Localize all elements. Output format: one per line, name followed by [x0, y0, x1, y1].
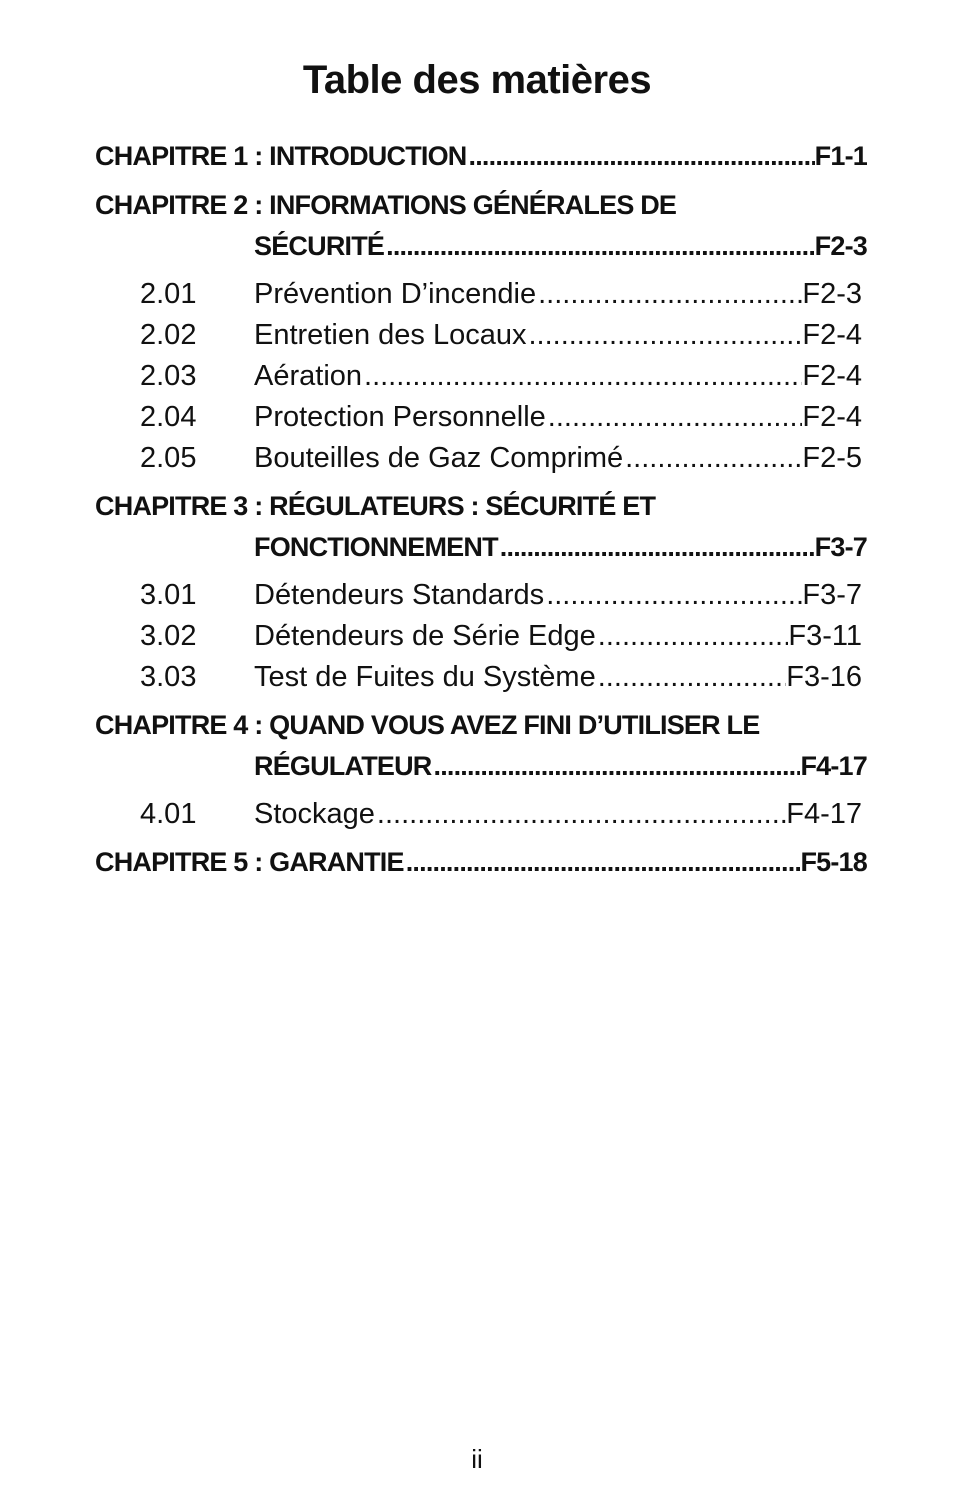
- page-ref: F4-17: [786, 798, 862, 830]
- dot-leader: [526, 315, 802, 356]
- dot-leader: [467, 136, 815, 177]
- page-ref: F2-4: [802, 319, 862, 351]
- dot-leader: [432, 746, 801, 787]
- dot-leader: [596, 657, 787, 698]
- toc-chapter-5[interactable]: [95, 842, 867, 883]
- page-ref: F5-18: [800, 847, 867, 877]
- toc-section-2-01[interactable]: [95, 274, 862, 315]
- page-ref: F2-5: [802, 442, 862, 474]
- page-ref: F2-4: [802, 360, 862, 392]
- chapter-title: CHAPITRE 1 : INTRODUCTION: [95, 141, 467, 171]
- toc-section-2-02[interactable]: [95, 315, 862, 356]
- section-title: Bouteilles de Gaz Comprimé: [254, 442, 624, 474]
- chapter-title: CHAPITRE 3 : RÉGULATEURS : SÉCURITÉ ET: [95, 491, 656, 521]
- toc-chapter-2[interactable]: [95, 185, 867, 267]
- page-ref: F3-7: [802, 579, 862, 611]
- chapter-title: CHAPITRE 5 : GARANTIE: [95, 847, 404, 877]
- dot-leader: [404, 842, 801, 883]
- toc-section-list: [95, 274, 867, 479]
- toc-section-3-01[interactable]: [95, 575, 862, 616]
- dot-leader: [384, 226, 815, 267]
- toc-chapter-4[interactable]: [95, 705, 867, 787]
- page-ref: F3-7: [814, 532, 867, 562]
- section-number: 2.02: [140, 319, 197, 351]
- toc-section-3-03[interactable]: [95, 657, 862, 698]
- table-of-contents: [95, 136, 867, 883]
- section-number: 2.05: [140, 442, 197, 474]
- page-ref: F2-3: [814, 231, 867, 261]
- dot-leader: [546, 397, 803, 438]
- section-title: Détendeurs de Série Edge: [254, 620, 596, 652]
- section-title: Entretien des Locaux: [254, 319, 527, 351]
- dot-leader: [536, 274, 802, 315]
- dot-leader: [362, 356, 802, 397]
- section-title: Prévention D’incendie: [254, 278, 537, 310]
- dot-leader: [623, 438, 802, 479]
- toc-section-2-05[interactable]: [95, 438, 862, 479]
- section-number: 2.04: [140, 401, 197, 433]
- toc-section-4-01[interactable]: [95, 794, 862, 835]
- dot-leader: [375, 794, 786, 835]
- page-ref: F2-3: [802, 278, 862, 310]
- section-number: 4.01: [140, 798, 197, 830]
- dot-leader: [544, 575, 802, 616]
- dot-leader: [498, 527, 815, 568]
- section-number: 3.01: [140, 579, 197, 611]
- section-title: Protection Personnelle: [254, 401, 546, 433]
- chapter-title-continued: RÉGULATEUR: [254, 751, 432, 781]
- toc-section-2-04[interactable]: [95, 397, 862, 438]
- section-number: 2.01: [140, 278, 197, 310]
- page-ref: F1-1: [814, 141, 867, 171]
- section-number: 3.03: [140, 661, 197, 693]
- page-ref: F3-11: [788, 620, 862, 652]
- page-ref: F4-17: [800, 751, 867, 781]
- toc-chapter-3[interactable]: [95, 486, 867, 568]
- section-title: Stockage: [254, 798, 375, 830]
- dot-leader: [596, 616, 789, 657]
- chapter-title: CHAPITRE 4 : QUAND VOUS AVEZ FINI D’UTILISER LE: [95, 710, 760, 740]
- chapter-title-continued: SÉCURITÉ: [254, 231, 385, 261]
- section-title: Aération: [254, 360, 363, 392]
- section-number: 2.03: [140, 360, 197, 392]
- toc-section-list: [95, 794, 867, 835]
- page-title: Table des matières: [302, 58, 652, 102]
- section-number: 3.02: [140, 620, 197, 652]
- toc-section-list: [95, 575, 867, 698]
- toc-section-3-02[interactable]: [95, 616, 862, 657]
- chapter-title-continued: FONCTIONNEMENT: [254, 532, 498, 562]
- page-ref: F3-16: [786, 661, 862, 693]
- page-number: ii: [471, 1444, 483, 1474]
- chapter-title: CHAPITRE 2 : INFORMATIONS GÉNÉRALES DE: [95, 190, 677, 220]
- section-title: Détendeurs Standards: [254, 579, 545, 611]
- section-title: Test de Fuites du Système: [254, 661, 596, 693]
- page-ref: F2-4: [802, 401, 862, 433]
- toc-chapter-1[interactable]: [95, 136, 867, 177]
- toc-section-2-03[interactable]: [95, 356, 862, 397]
